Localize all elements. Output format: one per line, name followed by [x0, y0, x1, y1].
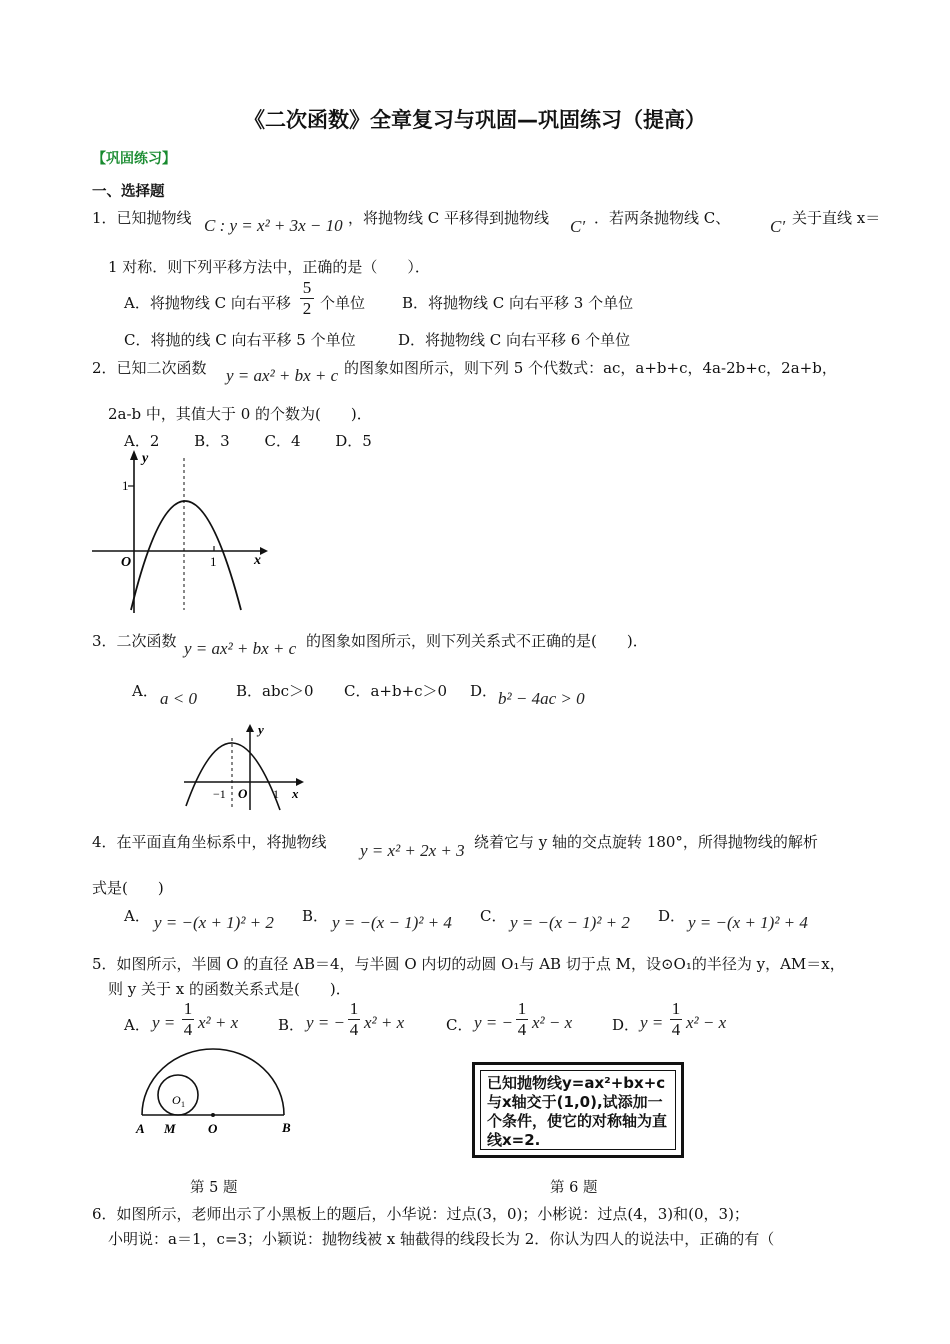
fraction-numerator: 1: [671, 999, 681, 1018]
q4-option-b-math: y = −(x − 1)² + 4: [332, 913, 452, 932]
section-heading: 一、选择题: [92, 184, 165, 200]
q5-option-c-tail: x² − x: [532, 1013, 573, 1032]
q4-equation: y = x² + 2x + 3: [360, 841, 465, 860]
q6-blackboard: [472, 1062, 684, 1158]
q6-line-1: 6．如图所示，老师出示了小黑板上的题后，小华说：过点(3，0)；小彬说：过点(4，3)和(0，3)；: [92, 1205, 749, 1223]
q5-caption: 第 5 题: [190, 1180, 238, 1196]
fraction-denominator: 4: [517, 1020, 527, 1039]
q3-option-c: C．a+b+c＞0: [344, 682, 448, 700]
fraction-numerator: 1: [349, 999, 359, 1018]
fraction-denominator: 4: [671, 1020, 681, 1039]
q2-line-2: 2a-b 中，其值大于 0 的个数为( )．: [108, 405, 372, 423]
q3-option-d-math: b² − 4ac > 0: [498, 689, 585, 708]
fraction-denominator: 2: [302, 299, 312, 318]
q3-option-a-math: a < 0: [160, 689, 197, 708]
q5-option-b-lhs: y = −: [306, 1013, 345, 1032]
q5-option-a-lhs: y =: [152, 1013, 176, 1032]
q2-equation: y = ax² + bx + c: [226, 366, 339, 385]
q2-graph-origin: O: [121, 555, 132, 570]
q5-label-a: A: [136, 1121, 145, 1136]
q4-text-1: 4．在平面直角坐标系中，将抛物线: [92, 833, 327, 851]
q2-options: A．2 B．3 C．4 D．5: [124, 432, 372, 450]
q5-line-1: 5．如图所示，半圆 O 的直径 AB＝4，与半圆 O 内切的动圆 O₁与 AB 切于点 M，设⊙O₁的半径为 y，AM＝x，: [92, 955, 845, 973]
q1-text-4: 关于直线 x＝: [792, 209, 881, 227]
q1-option-b: B．将抛物线 C 向右平移 3 个单位: [402, 294, 634, 312]
fraction-numerator: 5: [302, 278, 312, 297]
q3-text-1: 3．二次函数: [92, 632, 177, 650]
q3-equation: y = ax² + bx + c: [184, 639, 297, 658]
q5-option-b-tail: x² + x: [364, 1013, 405, 1032]
q5-option-c-lhs: y = −: [474, 1013, 513, 1032]
q3-option-b: B．abc＞0: [236, 682, 314, 700]
q1-line-2: 1 对称．则下列平移方法中，正确的是（ ）．: [108, 258, 430, 276]
fraction-denominator: 4: [183, 1020, 193, 1039]
q2-graph-y-label: y: [142, 451, 149, 466]
q4-option-d: D．: [658, 907, 686, 925]
q6-line-2: 小明说：a＝1，c=3；小颖说：抛物线被 x 轴截得的线段长为 2．你认为四人的说法中，正确的有（: [108, 1230, 775, 1248]
q4-option-d-math: y = −(x + 1)² + 4: [688, 913, 808, 932]
q4-option-a-math: y = −(x + 1)² + 2: [154, 913, 274, 932]
q1-option-a-suffix: 个单位: [320, 294, 366, 312]
q5-option-c-fraction: [516, 1000, 528, 1039]
q1-text-1: 1．已知抛物线: [92, 209, 192, 227]
q1-option-a-fraction: [300, 279, 314, 318]
q5-label-o1: O: [172, 1093, 181, 1107]
q1-text-2: ，将抛物线 C 平移得到抛物线: [348, 209, 550, 227]
q4-text-2: 绕着它与 y 轴的交点旋转 180°，所得抛物线的解析: [474, 833, 818, 851]
q2-text-1: 2．已知二次函数: [92, 359, 207, 377]
fraction-numerator: 1: [183, 999, 193, 1018]
q5-option-a-fraction: [182, 1000, 194, 1039]
q4-option-b: B．: [302, 907, 329, 925]
q1-equation: C : y = x² + 3x − 10: [204, 216, 343, 235]
q5-option-d-tail: x² − x: [686, 1013, 727, 1032]
q5-option-d-fraction: [670, 1000, 682, 1039]
q4-line-2: 式是( ): [92, 879, 164, 897]
q5-option-a-tail: x² + x: [198, 1013, 239, 1032]
q5-option-d-lhs: y =: [640, 1013, 664, 1032]
q5-label-b: B: [282, 1120, 291, 1135]
q1-text-3: ．若两条抛物线 C、: [594, 209, 731, 227]
q5-semicircle-figure: [128, 1046, 300, 1136]
section-tag: 【巩固练习】: [92, 151, 176, 167]
q4-option-c: C．: [480, 907, 507, 925]
q1-cprime: C′: [570, 217, 586, 236]
q2-graph-x-tick-1: 1: [210, 554, 217, 569]
q1-option-a: A．将抛物线 C 向右平移: [124, 294, 291, 312]
fraction-numerator: 1: [517, 999, 527, 1018]
fraction-denominator: 4: [349, 1020, 359, 1039]
q1-option-c: C．将抛的线 C 向右平移 5 个单位: [124, 331, 356, 349]
q5-label-m: M: [164, 1121, 176, 1136]
q5-line-2: 则 y 关于 x 的函数关系式是( )．: [108, 980, 351, 998]
q3-option-a: A．: [132, 682, 158, 700]
q3-graph-x-label: x: [292, 786, 299, 801]
q3-graph-tick-neg1: −1: [213, 787, 226, 801]
q6-caption: 第 6 题: [550, 1180, 598, 1196]
q3-graph-tick-1: 1: [273, 787, 279, 801]
q5-option-d: D．: [612, 1016, 640, 1034]
q5-label-o1-sub: 1: [181, 1100, 185, 1109]
q4-option-a: A．: [124, 907, 150, 925]
q5-option-b-fraction: [348, 1000, 360, 1039]
q3-graph-origin: O: [238, 786, 248, 801]
q5-option-c: C．: [446, 1016, 473, 1034]
q1-option-d: D．将抛物线 C 向右平移 6 个单位: [398, 331, 631, 349]
q4-option-c-math: y = −(x − 1)² + 2: [510, 913, 630, 932]
q3-graph-y-label: y: [258, 722, 264, 737]
q2-graph-x-label: x: [254, 553, 261, 568]
page-title: 《二次函数》全章复习与巩固—巩固练习（提高）: [244, 108, 706, 132]
q6-blackboard-text: 已知抛物线y=ax²+bx+c与x轴交于(1,0),试添加一个条件，使它的对称轴为直线x=2.: [480, 1070, 676, 1150]
q2-graph-y-tick-1: 1: [122, 478, 129, 493]
q3-parabola-graph: [180, 722, 305, 812]
q1-cprime-2: C′: [770, 217, 786, 236]
q5-option-a: A．: [124, 1016, 150, 1034]
q5-option-b: B．: [278, 1016, 305, 1034]
q2-parabola-graph: [88, 448, 268, 613]
q5-label-o: O: [208, 1121, 218, 1136]
q2-text-2: 的图象如图所示，则下列 5 个代数式：ac，a+b+c，4a-2b+c，2a+b，: [344, 359, 837, 377]
q3-option-d: D．: [470, 682, 498, 700]
q3-text-2: 的图象如图所示，则下列关系式不正确的是( )．: [306, 632, 648, 650]
